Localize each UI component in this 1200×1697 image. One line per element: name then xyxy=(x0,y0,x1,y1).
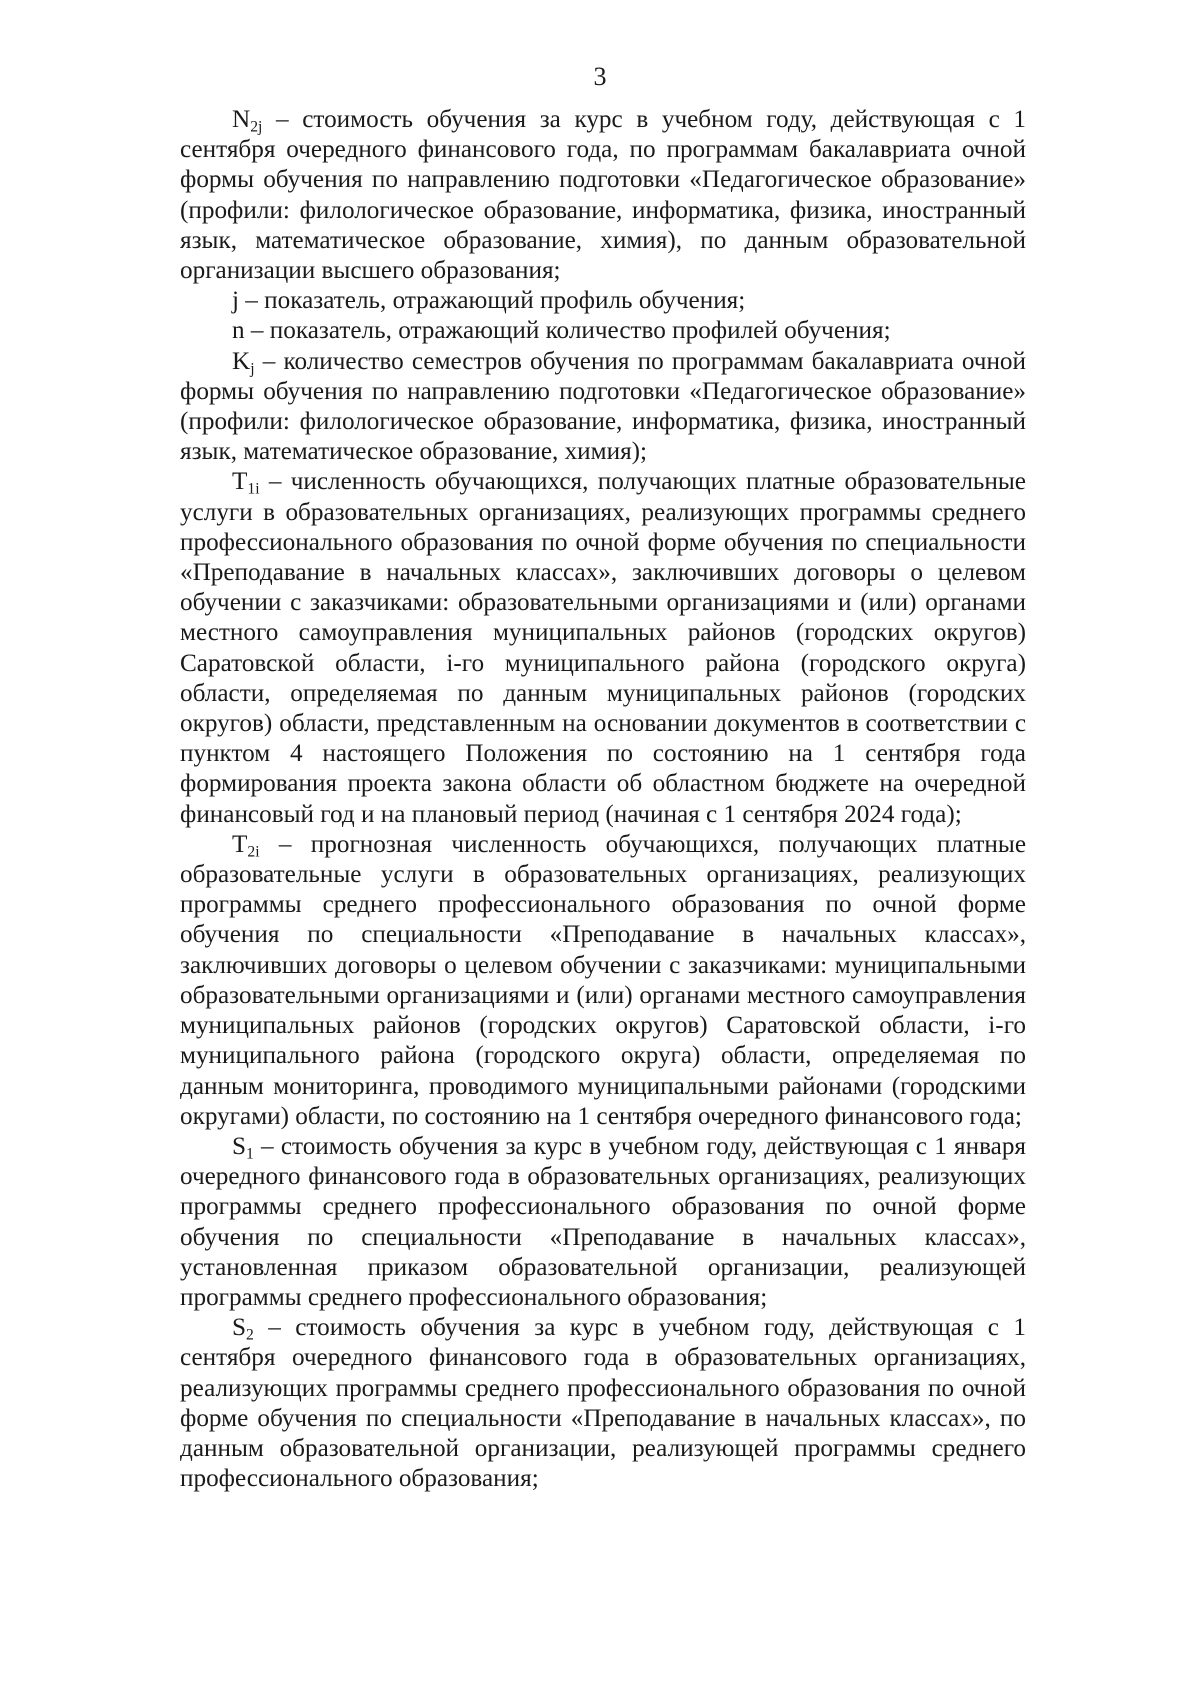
definition-text: – численность обучающихся, получающих платные образовательные услуги в образовательных организациях, реализующих программы среднего профессионального образования по очной форме обучения по специальности «Преподавание в начальных классах», заключивших договоры о целевом обучении с заказчиками: образовательными организациями и (или) органами местного самоуправления муниципальных районов (городских округов) Саратовской области, i-го муниципального района (городского округа) области, определяемая по данным муниципальных районов (городских округов) области, представленным на основании документов в соответствии с пунктом 4 настоящего Положения по состоянию на 1 сентября года формирования проекта закона области об областном бюджете на очередной финансовый год и на плановый период (начиная с 1 сентября 2024 года); xyxy=(180,468,1026,828)
definition-text: n – показатель, отражающий количество профилей обучения; xyxy=(232,317,891,345)
document-body xyxy=(180,105,1026,1494)
definition-t2i xyxy=(180,830,1026,1132)
definition-s1 xyxy=(180,1132,1026,1313)
variable-symbol: $T_{1i}$ xyxy=(232,468,260,498)
definition-s2 xyxy=(180,1313,1026,1494)
variable-symbol: $T_{2i}$ xyxy=(232,830,260,861)
definition-n2j xyxy=(180,105,1026,286)
definition-text: – стоимость обучения за курс в учебном году, действующая с 1 января очередного финансового года в образовательных организациях, реализующих программы среднего профессионального образования по очной форме обучения по специальности «Преподавание в начальных классах», установленная приказом образовательной организации, реализующей программы среднего профессионального образования; xyxy=(180,1132,1026,1311)
definition-t1i xyxy=(180,467,1026,829)
definition-j xyxy=(180,286,1026,316)
definition-n xyxy=(180,316,1026,346)
definition-kj xyxy=(180,347,1026,468)
variable-symbol: $N_{2j}$ xyxy=(232,106,263,136)
variable-symbol: $S_2$ xyxy=(232,1314,254,1344)
definition-text: – стоимость обучения за курс в учебном году, действующая с 1 сентября очередного финансового года в образовательных организациях, реализующих программы среднего профессионального образования по очной форме обучения по специальности «Преподавание в начальных классах», по данным образовательной организации, реализующей программы среднего профессионального образования; xyxy=(180,1314,1026,1493)
definition-text: – стоимость обучения за курс в учебном году, действующая с 1 сентября очередного финансового года, по программам бакалавриата очной формы обучения по направлению подготовки «Педагогическое образование» (профили: филологическое образование, информатика, физика, иностранный язык, математическое образование, химия), по данным образовательной организации высшего образования; xyxy=(180,106,1026,285)
definition-text: j – показатель, отражающий профиль обучения; xyxy=(232,287,746,315)
definition-text: – количество семестров обучения по программам бакалавриата очной формы обучения по направлению подготовки «Педагогическое образование» (профили: филологическое образование, информатика, физика, иностранный язык, математическое образование, химия); xyxy=(180,347,1026,466)
page-number: 3 xyxy=(593,62,607,91)
definition-text: – прогнозная численность обучающихся, получающих платные образовательные услуги в образовательных организациях, реализующих программы среднего профессионального образования по очной форме обучения по специальности «Преподавание в начальных классах», заключивших договоры о целевом обучении с заказчиками: муниципальными образовательными организациями и (или) органами местного самоуправления муниципальных районов (городских округов) Саратовской области, i-го муниципального района (городского округа) области, определяемая по данным мониторинга, проводимого муниципальными районами (городскими округами) области, по состоянию на 1 сентября очередного финансового года; xyxy=(180,830,1026,1130)
variable-symbol: $S_1$ xyxy=(232,1132,254,1163)
variable-symbol: $K_j$ xyxy=(232,347,255,377)
